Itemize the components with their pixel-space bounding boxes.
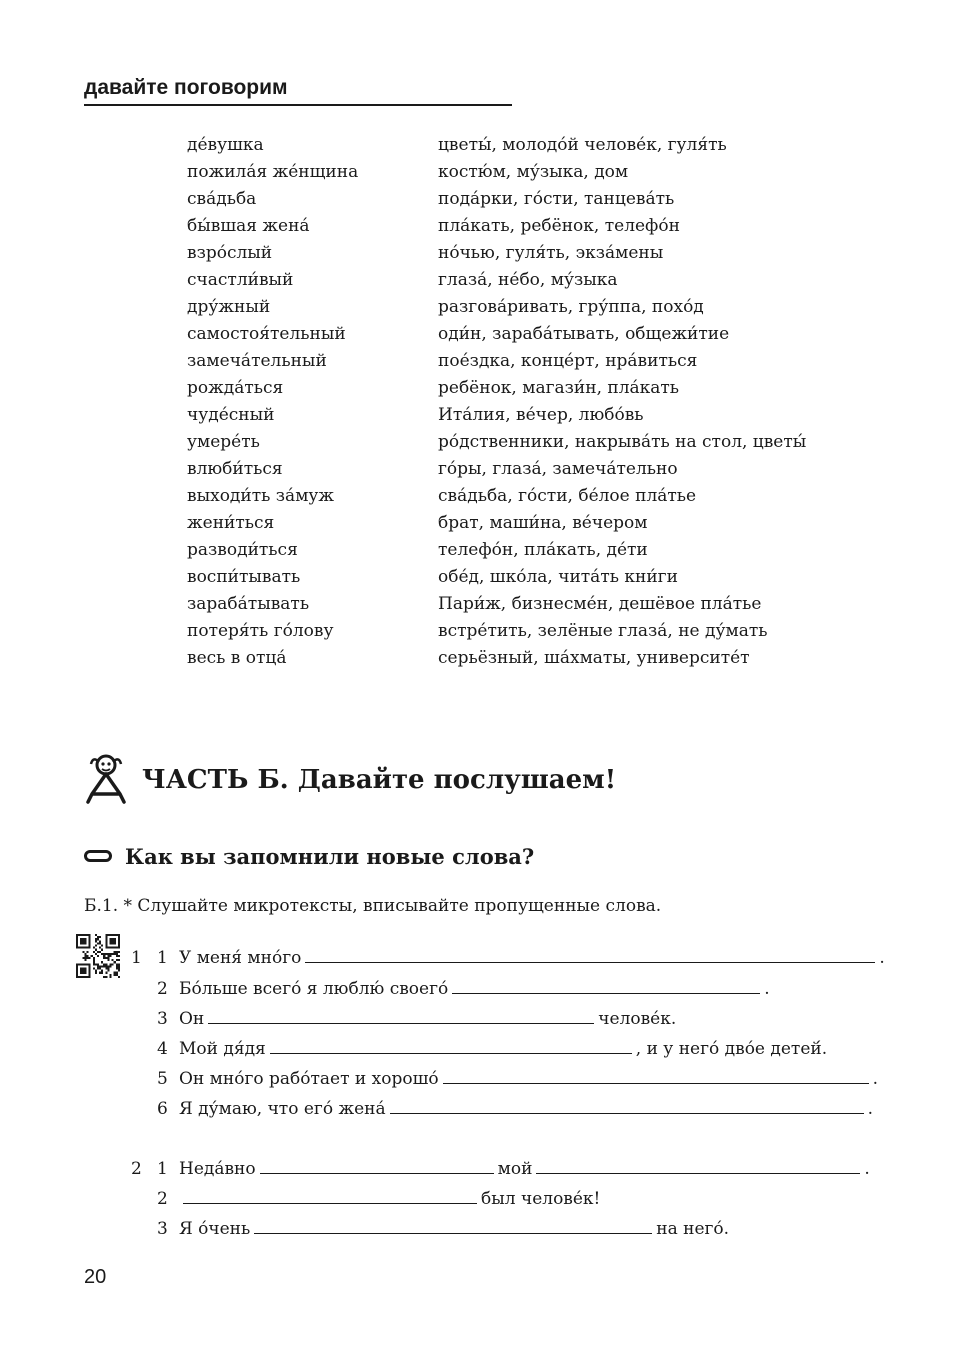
vocab-word: де́вушка [187, 135, 264, 155]
vocab-word: зараба́тывать [187, 594, 310, 614]
item-text: Мой дя́дя [179, 1039, 266, 1059]
page-number: 20 [84, 1266, 107, 1288]
vocab-associations: разгова́ривать, гру́ппа, похо́д [438, 297, 704, 317]
item-text: на него́. [656, 1219, 730, 1239]
vocab-word: сва́дьба [187, 189, 257, 209]
vocab-associations: глаза́, не́бо, му́зыка [438, 270, 618, 290]
vocab-associations: Пари́ж, бизнесме́н, дешёвое пла́тье [438, 594, 762, 614]
vocab-word: рожда́ться [187, 378, 284, 398]
vocab-associations: но́чью, гуля́ть, экза́мены [438, 243, 664, 263]
vocab-associations: пла́кать, ребёнок, телефо́н [438, 216, 680, 236]
item-number: 3 [157, 1009, 168, 1029]
item-number: 2 [157, 979, 168, 999]
item-text: . [867, 1099, 874, 1119]
vocab-word: влюби́ться [187, 459, 283, 479]
group-number: 2 [131, 1159, 142, 1179]
exercise-item [157, 1064, 878, 1094]
vocab-associations: телефо́н, пла́кать, де́ти [438, 540, 648, 560]
vocab-word: самостоя́тельный [187, 324, 346, 344]
vocab-word: замеча́тельный [187, 351, 327, 371]
section-title: Как вы запомнили новые слова? [125, 843, 535, 869]
pill-icon [84, 850, 112, 862]
item-text: Он [179, 1009, 205, 1029]
vocab-associations: пода́рки, го́сти, танцева́ть [438, 189, 675, 209]
answer-blank[interactable] [270, 1035, 632, 1054]
vocab-associations: сва́дьба, го́сти, бе́лое пла́тье [438, 486, 697, 506]
vocab-associations: ро́дственники, накрыва́ть на стол, цветы́ [438, 432, 807, 452]
vocab-word: потеря́ть го́лову [187, 621, 334, 641]
item-text: Я о́чень [179, 1219, 251, 1239]
part-heading [84, 752, 616, 808]
group-number: 1 [131, 948, 142, 968]
item-number: 6 [157, 1099, 168, 1119]
answer-blank[interactable] [208, 1005, 594, 1024]
answer-blank[interactable] [183, 1185, 477, 1204]
exercise-item [157, 974, 770, 1004]
item-number: 3 [157, 1219, 168, 1239]
vocab-associations: оди́н, зараба́тывать, общежи́тие [438, 324, 730, 344]
exercise-item [157, 1004, 676, 1034]
vocab-associations: брат, маши́на, ве́чером [438, 513, 648, 533]
vocab-associations: ребёнок, магази́н, пла́кать [438, 378, 680, 398]
vocab-associations: обе́д, шко́ла, чита́ть кни́ги [438, 567, 678, 587]
listening-figure-icon [84, 752, 128, 808]
vocab-associations: цветы́, молодо́й челове́к, гуля́ть [438, 135, 727, 155]
vocab-word: воспи́тывать [187, 567, 301, 587]
exercise-item [157, 1154, 870, 1184]
vocab-word: весь в отца́ [187, 648, 287, 668]
answer-blank[interactable] [536, 1155, 860, 1174]
item-text: челове́к. [598, 1009, 677, 1029]
item-text: У меня́ мно́го [179, 948, 302, 968]
item-text: . [864, 1159, 870, 1179]
answer-blank[interactable] [260, 1155, 494, 1174]
item-text: . [764, 979, 770, 999]
exercise-item [157, 1184, 600, 1214]
vocab-word: пожила́я же́нщина [187, 162, 359, 182]
vocab-word: жени́ться [187, 513, 275, 533]
item-text: Бо́льше всего́ я люблю́ своего́ [179, 979, 449, 999]
answer-blank[interactable] [305, 944, 875, 963]
exercise-instruction: Б.1. * Слушайте микротексты, вписывайте пропущенные слова. [84, 896, 662, 916]
vocab-word: выходи́ть за́муж [187, 486, 335, 506]
item-text: , и у него́ дво́е детей́. [635, 1039, 828, 1059]
item-text: мой [497, 1159, 533, 1179]
answer-blank[interactable] [254, 1215, 652, 1234]
vocab-word: разводи́ться [187, 540, 298, 560]
vocab-word: чуде́сный [187, 405, 275, 425]
exercise-item [157, 1034, 827, 1064]
vocab-associations: Ита́лия, ве́чер, любо́вь [438, 405, 644, 425]
exercise-item [157, 1094, 873, 1124]
item-number: 1 [157, 948, 168, 968]
vocab-associations: пое́здка, конце́рт, нра́виться [438, 351, 698, 371]
item-number: 5 [157, 1069, 168, 1089]
item-text: был челове́к! [481, 1189, 601, 1209]
answer-blank[interactable] [443, 1065, 869, 1084]
answer-blank[interactable] [452, 975, 760, 994]
section-heading [84, 838, 534, 874]
vocab-word: взро́слый [187, 243, 273, 263]
item-text: . [879, 948, 885, 968]
vocab-word: умере́ть [187, 432, 260, 452]
item-text: Неда́вно [179, 1159, 256, 1179]
item-text: Я ду́маю, что его́ жена́ [179, 1099, 386, 1119]
vocab-word: бы́вшая жена́ [187, 216, 310, 236]
item-number: 2 [157, 1189, 168, 1209]
item-number: 4 [157, 1039, 168, 1059]
item-text: Он мно́го рабо́тает и хорошо́ [179, 1069, 439, 1089]
exercise-item [157, 1214, 729, 1244]
exercise-item [157, 943, 885, 973]
item-number: 1 [157, 1159, 168, 1179]
answer-blank[interactable] [390, 1095, 864, 1114]
vocab-associations: серьёзный, ша́хматы, университе́т [438, 648, 750, 668]
running-head: давайте поговорим [84, 76, 512, 106]
vocab-word: дру́жный [187, 297, 271, 317]
item-text: . [872, 1069, 879, 1089]
part-title: ЧАСТЬ Б. Давайте послушаем! [142, 765, 617, 795]
vocab-associations: костю́м, му́зыка, дом [438, 162, 629, 182]
vocab-word: счастли́вый [187, 270, 294, 290]
qr-code-icon [76, 934, 120, 978]
vocab-associations: встре́тить, зелёные глаза́, не ду́мать [438, 621, 768, 641]
vocab-associations: го́ры, глаза́, замеча́тельно [438, 459, 678, 479]
